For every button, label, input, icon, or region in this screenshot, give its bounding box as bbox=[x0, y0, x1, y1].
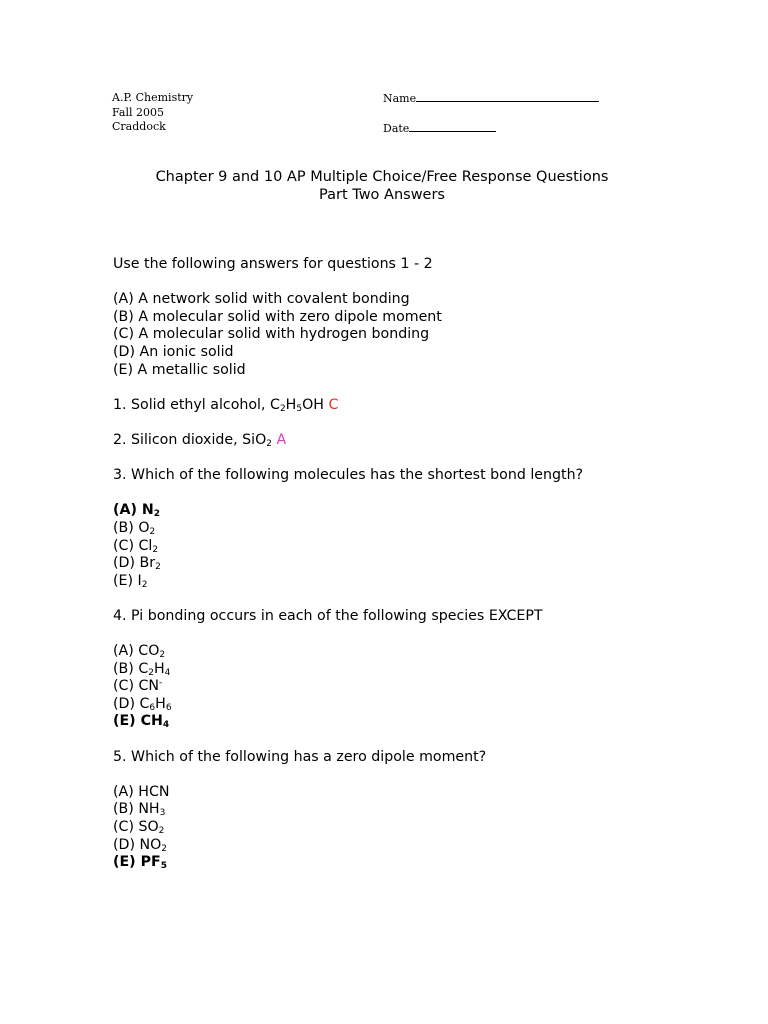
question-4-choice-c: (C) CN- bbox=[113, 678, 163, 695]
course-name: A.P. Chemistry bbox=[112, 91, 194, 104]
question-4-choice-b: (B) $C_2H_4$ bbox=[113, 660, 171, 678]
term: Fall 2005 bbox=[112, 105, 164, 119]
question-4-choice-d: (D) $C_6H_6$ bbox=[113, 695, 172, 713]
name-label: Name bbox=[383, 92, 417, 105]
question-3-choice-b: (B) $O_2$ bbox=[113, 519, 156, 537]
question-5-choice-e: (E) $PF_5$ bbox=[113, 854, 167, 872]
instructions: Use the following answers for questions 1 - 2 bbox=[113, 256, 433, 272]
question-3: 3. Which of the following molecules has the shortest bond length? bbox=[113, 467, 584, 484]
date-blank-line bbox=[409, 121, 496, 132]
date-field bbox=[383, 121, 599, 137]
question-3-choice-e: (E) $I_2$ bbox=[113, 572, 148, 590]
question-3-choice-d: (D) $Br_2$ bbox=[113, 555, 161, 573]
shared-choice-c: (C) A molecular solid with hydrogen bonding bbox=[113, 326, 430, 343]
question-5-choice-c: (C) $SO_2$ bbox=[113, 819, 165, 836]
shared-choice-d: (D) An ionic solid bbox=[113, 343, 234, 360]
question-5-choice-d: (D) $NO_2$ bbox=[113, 836, 168, 854]
title-line-1: Chapter 9 and 10 AP Multiple Choice/Free Response Questions bbox=[155, 169, 609, 185]
question-3-choice-c: (C) $Cl_2$ bbox=[113, 537, 159, 555]
question-1-answer: C bbox=[328, 396, 339, 413]
question-2-answer: A bbox=[276, 431, 287, 448]
student-fields bbox=[383, 91, 599, 137]
question-2: 2. Silicon dioxide, SiO$_2$ A bbox=[113, 431, 287, 449]
shared-choice-e: (E) A metallic solid bbox=[113, 361, 246, 378]
question-1: 1. Solid ethyl alcohol, $C_2H_5OH$ C bbox=[113, 396, 339, 414]
questions-body bbox=[113, 256, 733, 872]
question-4-choice-a: (A) $CO_2$ bbox=[113, 643, 166, 661]
title-line-2: Part Two Answers bbox=[319, 186, 445, 203]
course-header bbox=[112, 91, 193, 135]
question-5-choice-a: (A) HCN bbox=[113, 783, 170, 800]
question-4-choice-e: (E) $CH_4$ bbox=[113, 713, 170, 731]
shared-choice-a: (A) A network solid with covalent bonding bbox=[113, 291, 410, 308]
question-5-choice-b: (B) $NH_3$ bbox=[113, 801, 166, 819]
question-3-choice-a: (A) $N_2$ bbox=[113, 502, 161, 520]
question-5: 5. Which of the following has a zero dipole moment? bbox=[113, 748, 487, 765]
name-blank-line bbox=[416, 91, 599, 102]
document-title bbox=[0, 169, 764, 204]
teacher-name: Craddock bbox=[112, 120, 166, 133]
date-label: Date bbox=[383, 122, 410, 135]
question-4: 4. Pi bonding occurs in each of the following species EXCEPT bbox=[113, 607, 543, 624]
shared-choice-b: (B) A molecular solid with zero dipole moment bbox=[113, 308, 442, 325]
name-field bbox=[383, 91, 599, 107]
